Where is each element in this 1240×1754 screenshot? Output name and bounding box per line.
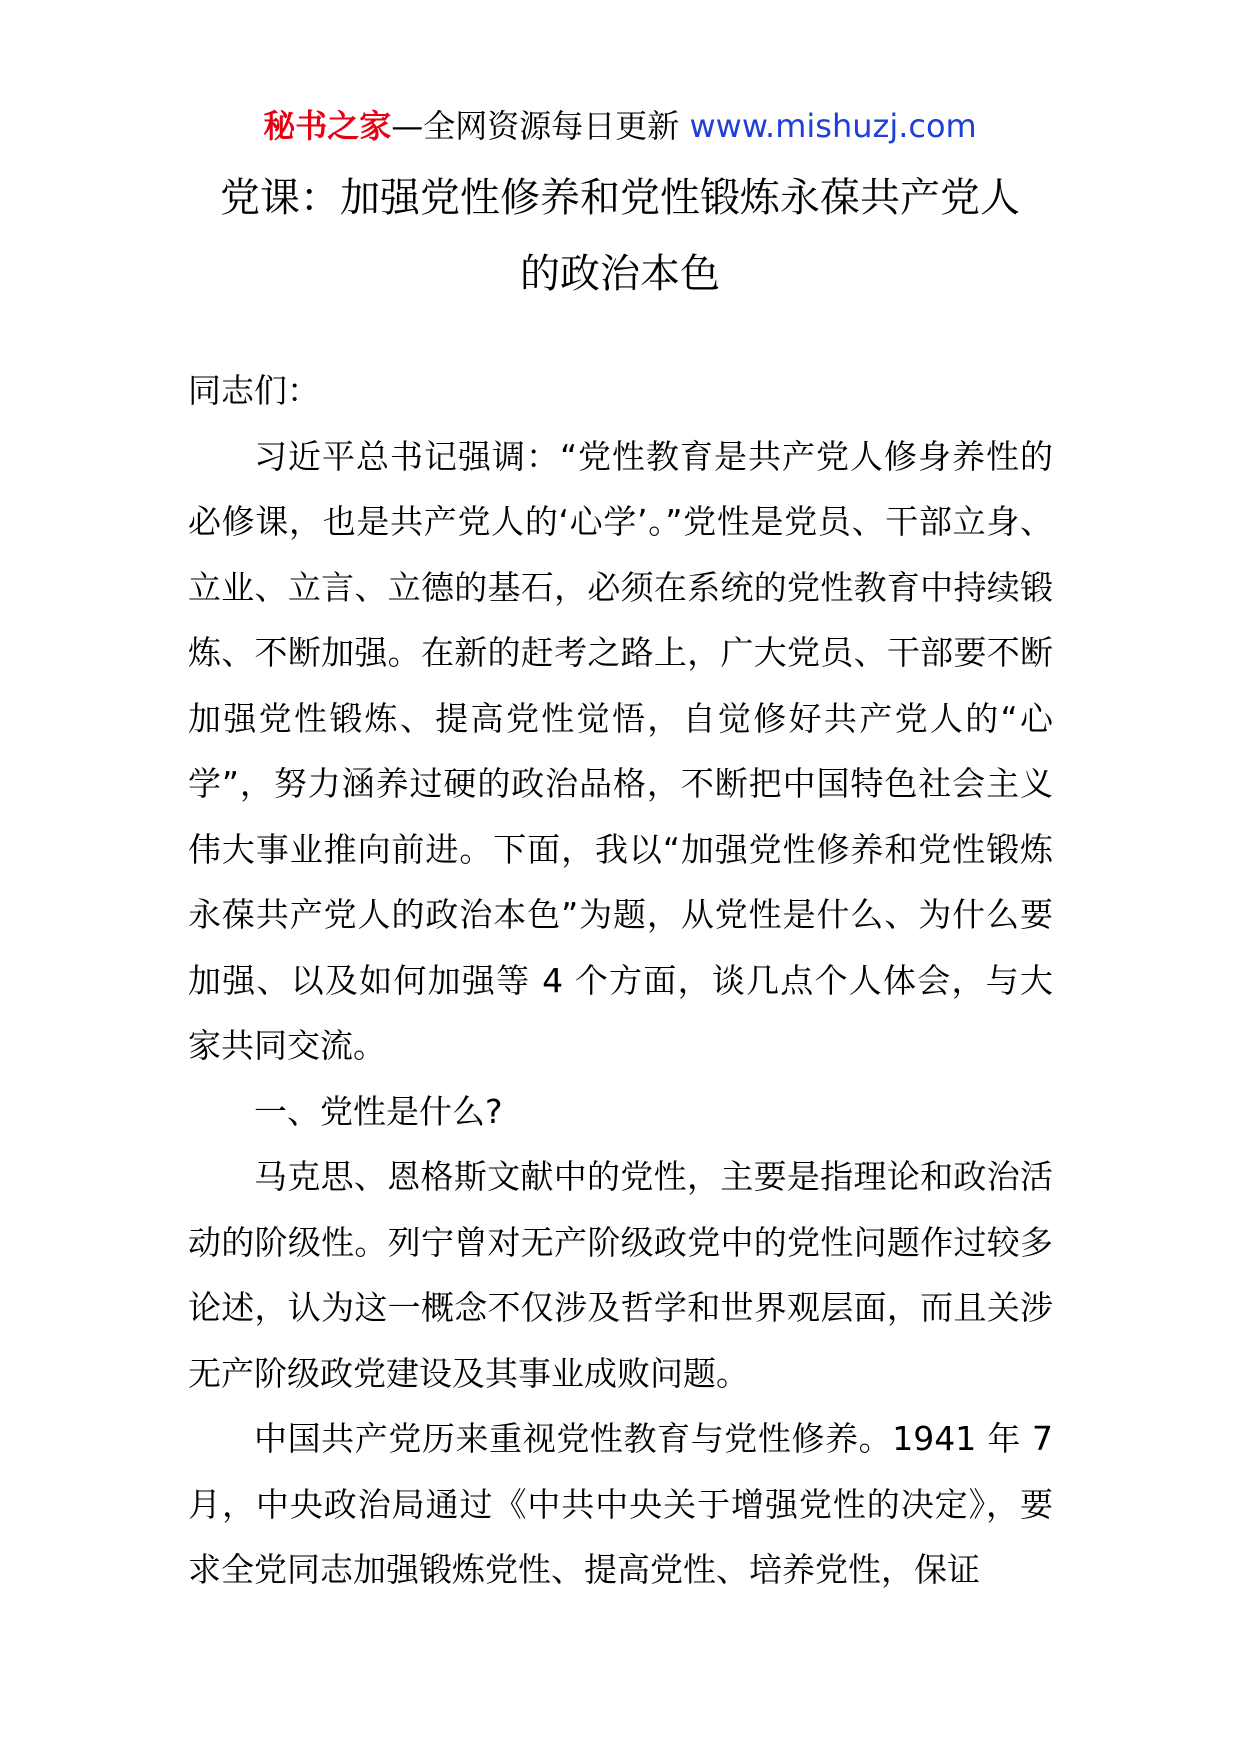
- site-url-link[interactable]: www.mishuzj.com: [689, 107, 977, 145]
- salutation: 同志们：: [188, 371, 320, 410]
- title-line-2: 的政治本色: [520, 251, 720, 297]
- title-line-1: 党课：加强党性修养和党性锻炼永葆共产党人: [220, 175, 1020, 221]
- paragraph-cpc-history: 中国共产党历来重视党性教育与党性修养。1941 年 7 月，中央政治局通过《中共中央关于增强党性的决定》，要求全党同志加强锻炼党性、提高党性、培养党性，保证: [188, 1419, 1053, 1589]
- banner-tagline: —全网资源每日更新: [391, 107, 690, 145]
- site-banner: [0, 104, 1240, 148]
- paragraph-marx-engels: 马克思、恩格斯文献中的党性，主要是指理论和政治活动的阶级性。列宁曾对无产阶级政党中的党性问题作过较多论述，认为这一概念不仅涉及哲学和世界观层面，而且关涉无产阶级政党建设及其事业成败问题。: [188, 1157, 1053, 1393]
- document-title: [180, 160, 1060, 312]
- brand-name: 秘书之家: [263, 107, 392, 145]
- section-heading-1: 一、党性是什么?: [254, 1091, 503, 1131]
- paragraph-intro: 习近平总书记强调：“党性教育是共产党人修身养性的必修课，也是共产党人的‘心学’。”党性是党员、干部立身、立业、立言、立德的基石，必须在系统的党性教育中持续锻炼、不断加强。在新的赶考之路上，广大党员、干部要不断加强党性锻炼、提高党性觉悟，自觉修好共产党人的“心学”，努力涵养过硬的政治品格，不断把中国特色社会主义伟大事业推向前进。下面，我以“加强党性修养和党性锻炼永葆共产党人的政治本色”为题，从党性是什么、为什么要加强、以及如何加强等 4 个方面，谈几点个人体会，与大家共同交流。: [188, 436, 1053, 1065]
- document-body: [188, 358, 1053, 1603]
